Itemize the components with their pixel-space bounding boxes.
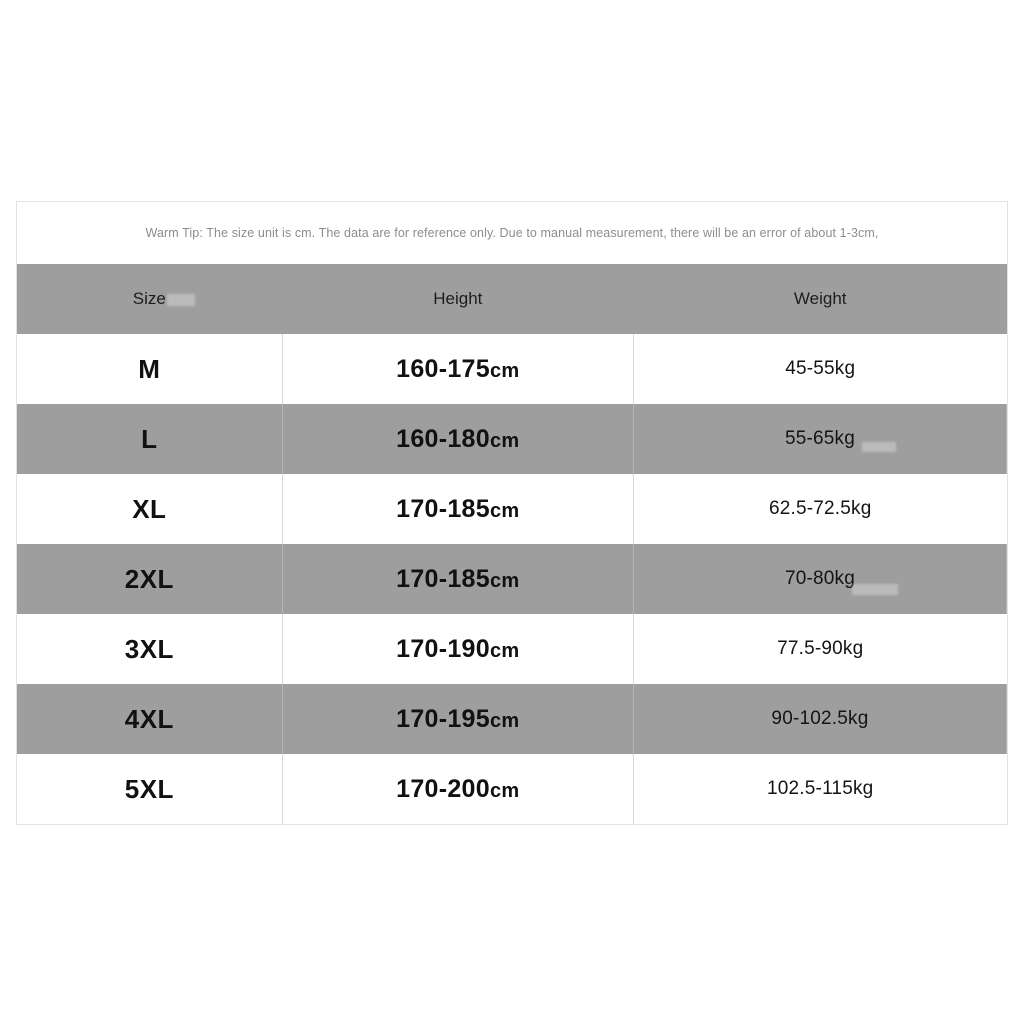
cell-weight: 90-102.5kg xyxy=(633,684,1006,754)
cell-height-value: 170-185 xyxy=(396,494,490,523)
cell-height-value: 160-175 xyxy=(396,354,490,383)
size-chart-table-container xyxy=(16,201,1008,825)
cell-height xyxy=(282,614,633,684)
column-header-size: Size xyxy=(17,264,282,334)
cell-size: 4XL xyxy=(17,684,282,754)
table-header xyxy=(17,264,1007,334)
cell-size: L xyxy=(17,404,282,474)
cell-height-value: 170-190 xyxy=(396,634,490,663)
cell-height xyxy=(282,334,633,404)
cell-weight: 102.5-115kg xyxy=(767,778,874,799)
cell-height xyxy=(282,404,633,474)
cell-height xyxy=(282,544,633,614)
table-row xyxy=(17,754,1007,824)
column-header-weight: Weight xyxy=(793,289,847,308)
table-row xyxy=(17,334,1007,404)
cell-height-unit: cm xyxy=(489,709,520,732)
cell-size: XL xyxy=(17,474,282,544)
cell-height xyxy=(282,684,633,754)
table-row xyxy=(17,474,1007,544)
table-row xyxy=(17,684,1007,754)
warm-tip-text: Warm Tip: The size unit is cm. The data are for reference only. Due to manual measurement, there will be an error of about 1-3cm, xyxy=(145,226,879,240)
cell-weight: 45-55kg xyxy=(785,358,856,379)
table-body xyxy=(17,334,1007,824)
cell-height xyxy=(282,754,633,824)
cell-weight: 77.5-90kg xyxy=(777,638,864,659)
column-header-height: Height xyxy=(282,264,633,334)
cell-size: M xyxy=(17,334,282,404)
cell-size: 5XL xyxy=(17,754,282,824)
cell-weight: 55-65kg xyxy=(633,404,1006,474)
cell-height-value: 160-180 xyxy=(396,424,490,453)
cell-weight: 70-80kg xyxy=(633,544,1006,614)
table-row xyxy=(17,404,1007,474)
cell-height-value: 170-200 xyxy=(396,774,490,803)
cell-height xyxy=(282,474,633,544)
cell-height-unit: cm xyxy=(489,429,520,452)
cell-height-value: 170-185 xyxy=(396,564,490,593)
cell-height-unit: cm xyxy=(489,499,520,522)
cell-height-value: 170-195 xyxy=(396,704,490,733)
cell-height-unit: cm xyxy=(489,569,520,592)
cell-height-unit: cm xyxy=(489,359,520,382)
size-chart-table xyxy=(17,264,1007,824)
table-row xyxy=(17,544,1007,614)
cell-size: 3XL xyxy=(17,614,282,684)
warm-tip-row xyxy=(17,202,1007,264)
cell-size: 2XL xyxy=(17,544,282,614)
table-row xyxy=(17,614,1007,684)
cell-weight: 62.5-72.5kg xyxy=(768,498,872,519)
cell-height-unit: cm xyxy=(489,639,520,662)
table-header-row xyxy=(17,264,1007,334)
cell-height-unit: cm xyxy=(489,779,520,802)
